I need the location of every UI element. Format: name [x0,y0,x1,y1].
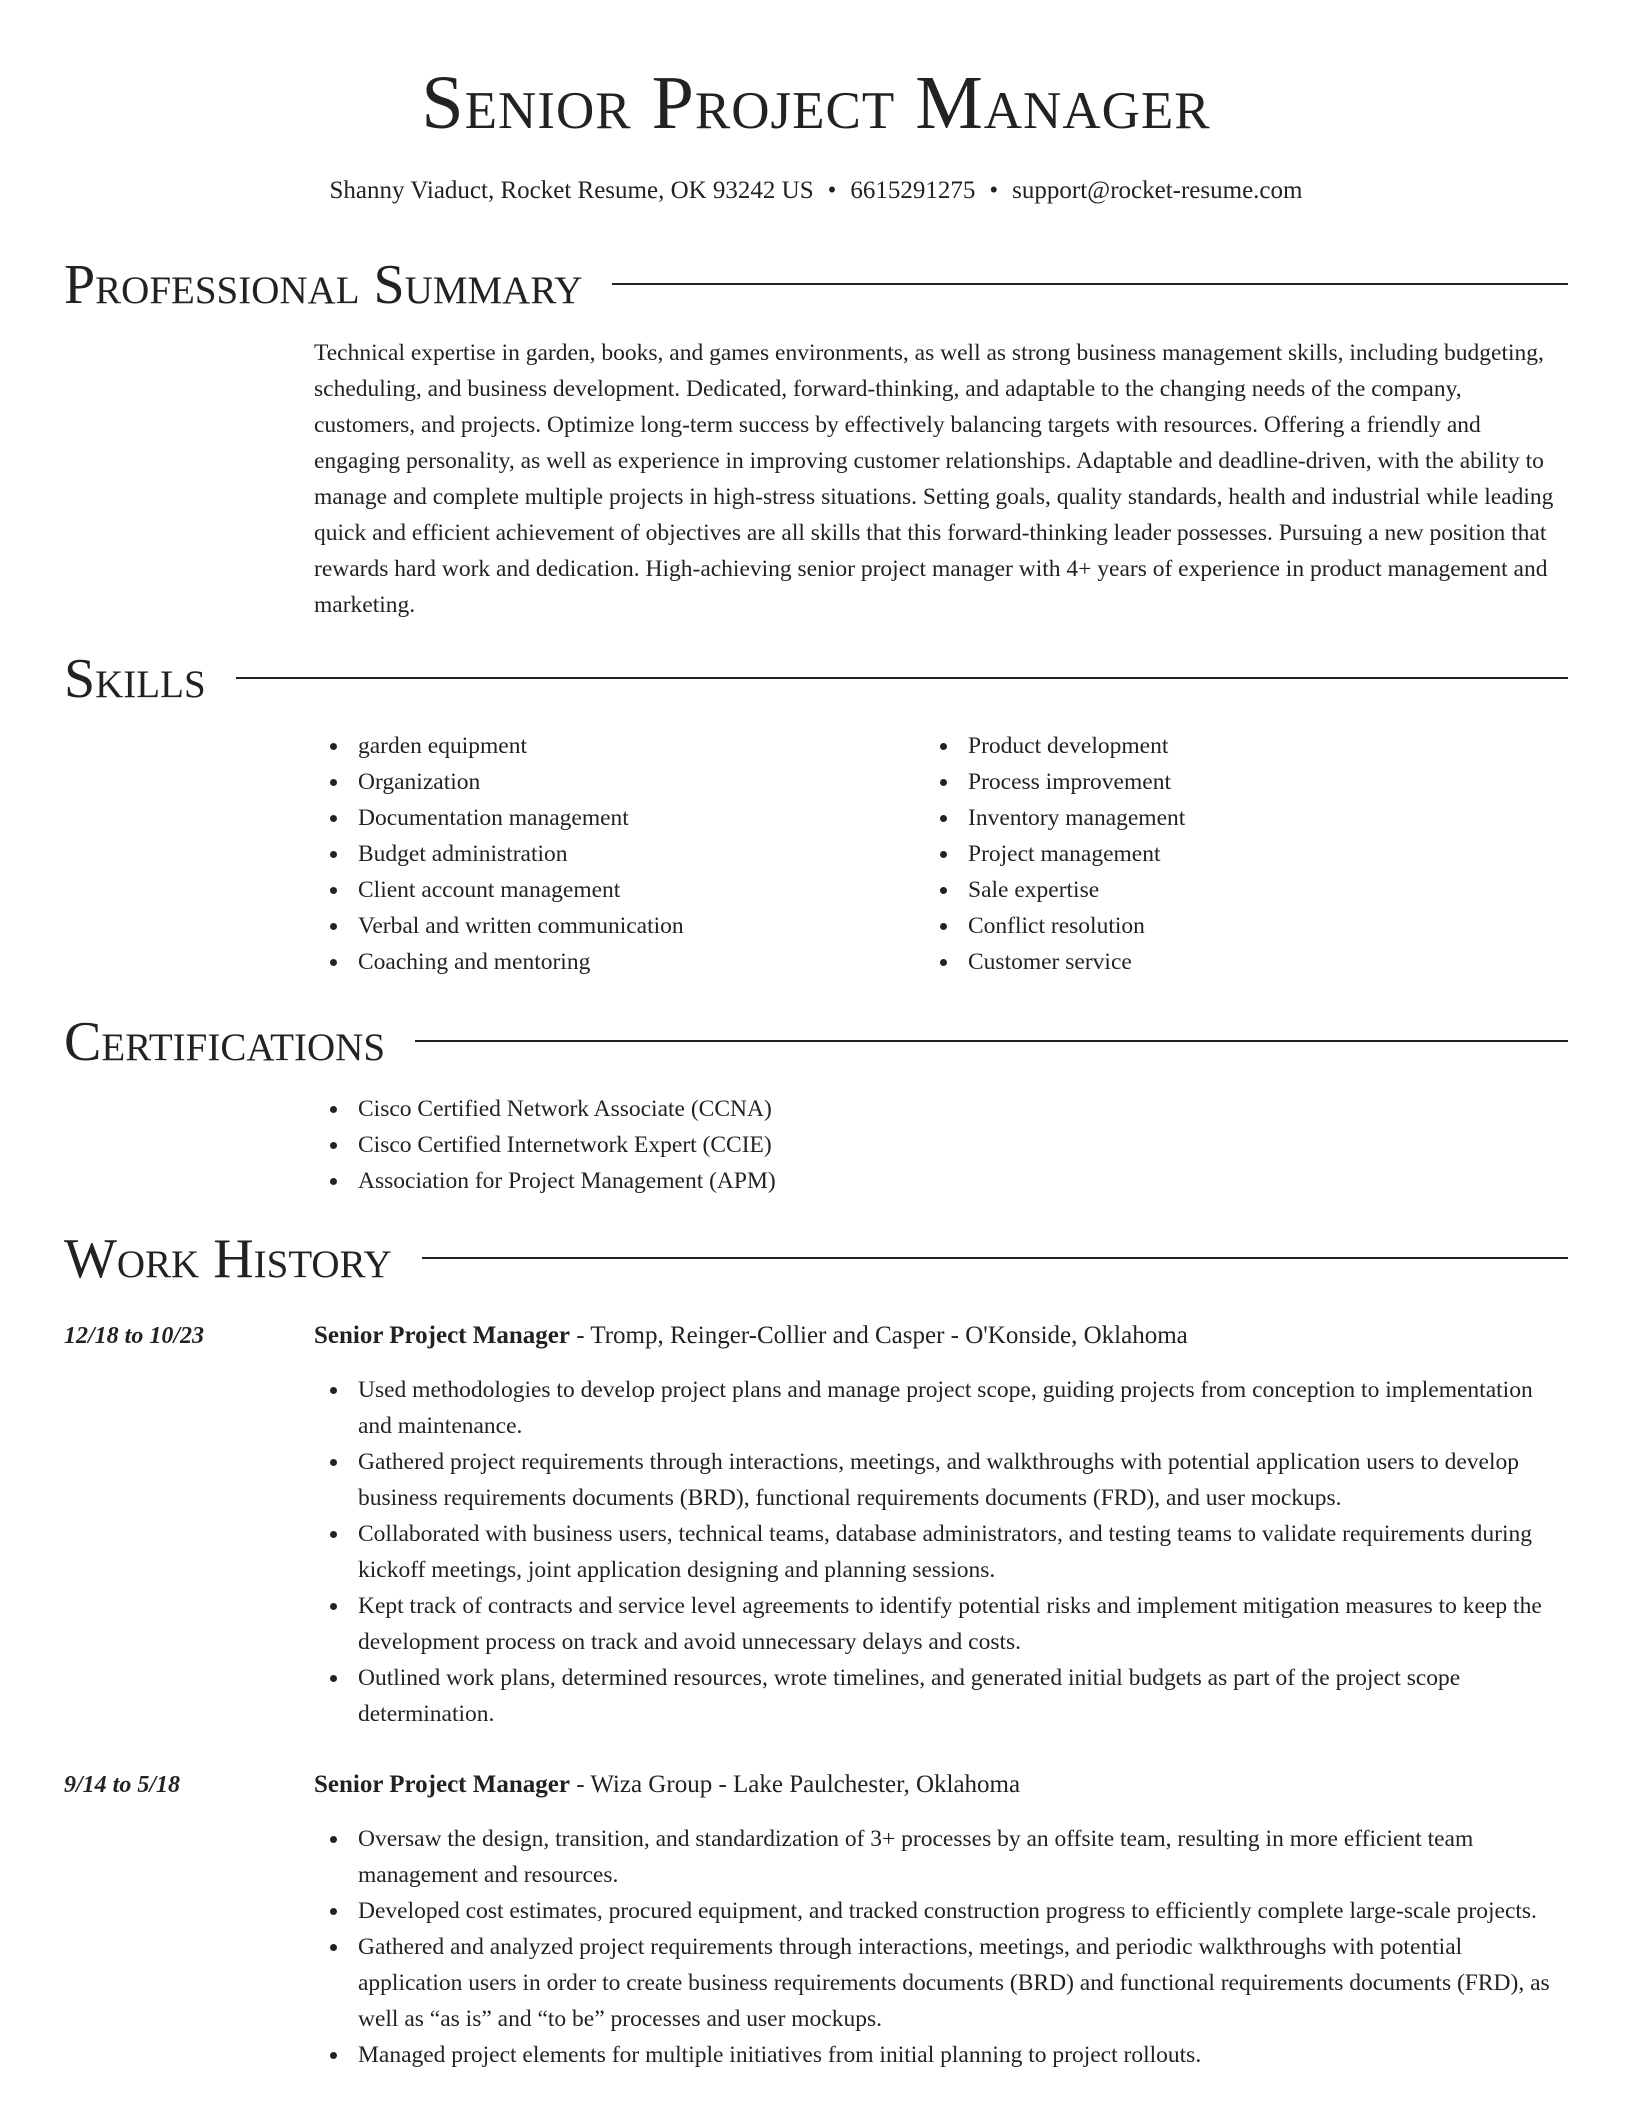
skill-item: Verbal and written communication [314,908,914,944]
skill-item: Customer service [924,944,1524,980]
contact-separator: • [827,177,837,204]
address: Shanny Viaduct, Rocket Resume, OK 93242 US [329,177,814,204]
skills-list-left [314,728,914,980]
contact-line [0,174,1632,208]
job-duty-item: Outlined work plans, determined resources, wrote timelines, and generated initial budgets as part of the project scope determination. [314,1660,1568,1732]
certification-item: Cisco Certified Network Associate (CCNA) [314,1091,1568,1127]
job-duty-item: Managed project elements for multiple initiatives from initial planning to project rollouts. [314,2037,1568,2073]
skill-item: Product development [924,728,1524,764]
section-title-work-history: Work History [64,1227,422,1291]
section-title-certifications: Certifications [64,1010,415,1074]
job-duty-item: Developed cost estimates, procured equipment, and tracked construction progress to efficiently complete large-scale projects. [314,1893,1568,1929]
job-heading [314,1767,1568,1803]
section-heading-summary [64,253,1568,317]
resume-title: Senior Project Manager [421,61,1211,145]
skill-item: Coaching and mentoring [314,944,914,980]
job-duty-item: Used methodologies to develop project plans and manage project scope, guiding projects from conception to implementation and maintenance. [314,1372,1568,1444]
section-divider [64,677,1568,679]
email: support@rocket-resume.com [1012,177,1303,204]
section-heading-certifications [64,1010,1568,1074]
job-duties-list [314,1821,1568,2073]
skill-item: Process improvement [924,764,1524,800]
job-title: Senior Project Manager [314,1771,570,1798]
skill-item: Sale expertise [924,872,1524,908]
phone: 6615291275 [850,177,976,204]
job-duty-item: Gathered and analyzed project requirements through interactions, meetings, and periodic walkthroughs with potential application users in order to create business requirements documents (BRD) and functional requirements documents (FRD), as well as “as is” and “to be” processes and user mockups. [314,1929,1568,2037]
skill-item: Project management [924,836,1524,872]
section-heading-skills [64,647,1568,711]
skill-item: Inventory management [924,800,1524,836]
job-dates: 12/18 to 10/23 [64,1323,205,1349]
contact-separator: • [989,177,999,204]
skill-item: Documentation management [314,800,914,836]
skill-item: Organization [314,764,914,800]
skill-item: Conflict resolution [924,908,1524,944]
skills-list-right [924,728,1524,980]
certification-item: Association for Project Management (APM) [314,1163,1568,1199]
section-title-skills: Skills [64,647,236,711]
section-heading-work-history [64,1227,1568,1291]
job-employer-location: - Wiza Group - Lake Paulchester, Oklahoma [569,1771,1021,1798]
section-title-summary: Professional Summary [64,253,612,317]
job-duties-list [314,1372,1568,1732]
job-duty-item: Gathered project requirements through interactions, meetings, and walkthroughs with potential application users to develop business requirements documents (BRD), functional requirements documents (FRD), and user mockups. [314,1444,1568,1516]
job-dates: 9/14 to 5/18 [64,1772,181,1798]
job-heading [314,1318,1568,1354]
summary-text: Technical expertise in garden, books, and games environments, as well as strong business management skills, including budgeting, scheduling, and business development. Dedicated, forward-thinking, and adaptable to the changing needs of the company, customers, and projects. Optimize long-term success by effectively balancing targets with resources. Offering a friendly and engaging personality, as well as experience in improving customer relationships. Adaptable and deadline-driven, with the ability to manage and complete multiple projects in high-stress situations. Setting goals, quality standards, health and industrial while leading quick and efficient achievement of objectives are all skills that this forward-thinking leader possesses. Pursuing a new position that rewards hard work and dedication. High-achieving senior project manager with 4+ years of experience in product management and marketing. [314,340,1554,618]
skill-item: garden equipment [314,728,914,764]
skill-item: Budget administration [314,836,914,872]
job-duty-item: Collaborated with business users, technical teams, database administrators, and testing teams to validate requirements during kickoff meetings, joint application designing and planning sessions. [314,1516,1568,1588]
certification-item: Cisco Certified Internetwork Expert (CCIE) [314,1127,1568,1163]
job-duty-item: Oversaw the design, transition, and standardization of 3+ processes by an offsite team, resulting in more efficient team management and resources. [314,1821,1568,1893]
job-employer-location: - Tromp, Reinger-Collier and Casper - O'Konside, Oklahoma [569,1322,1188,1349]
job-title: Senior Project Manager [314,1322,570,1349]
certifications-list [314,1091,1568,1199]
job-duty-item: Kept track of contracts and service level agreements to identify potential risks and implement mitigation measures to keep the development process on track and avoid unnecessary delays and costs. [314,1588,1568,1660]
skill-item: Client account management [314,872,914,908]
